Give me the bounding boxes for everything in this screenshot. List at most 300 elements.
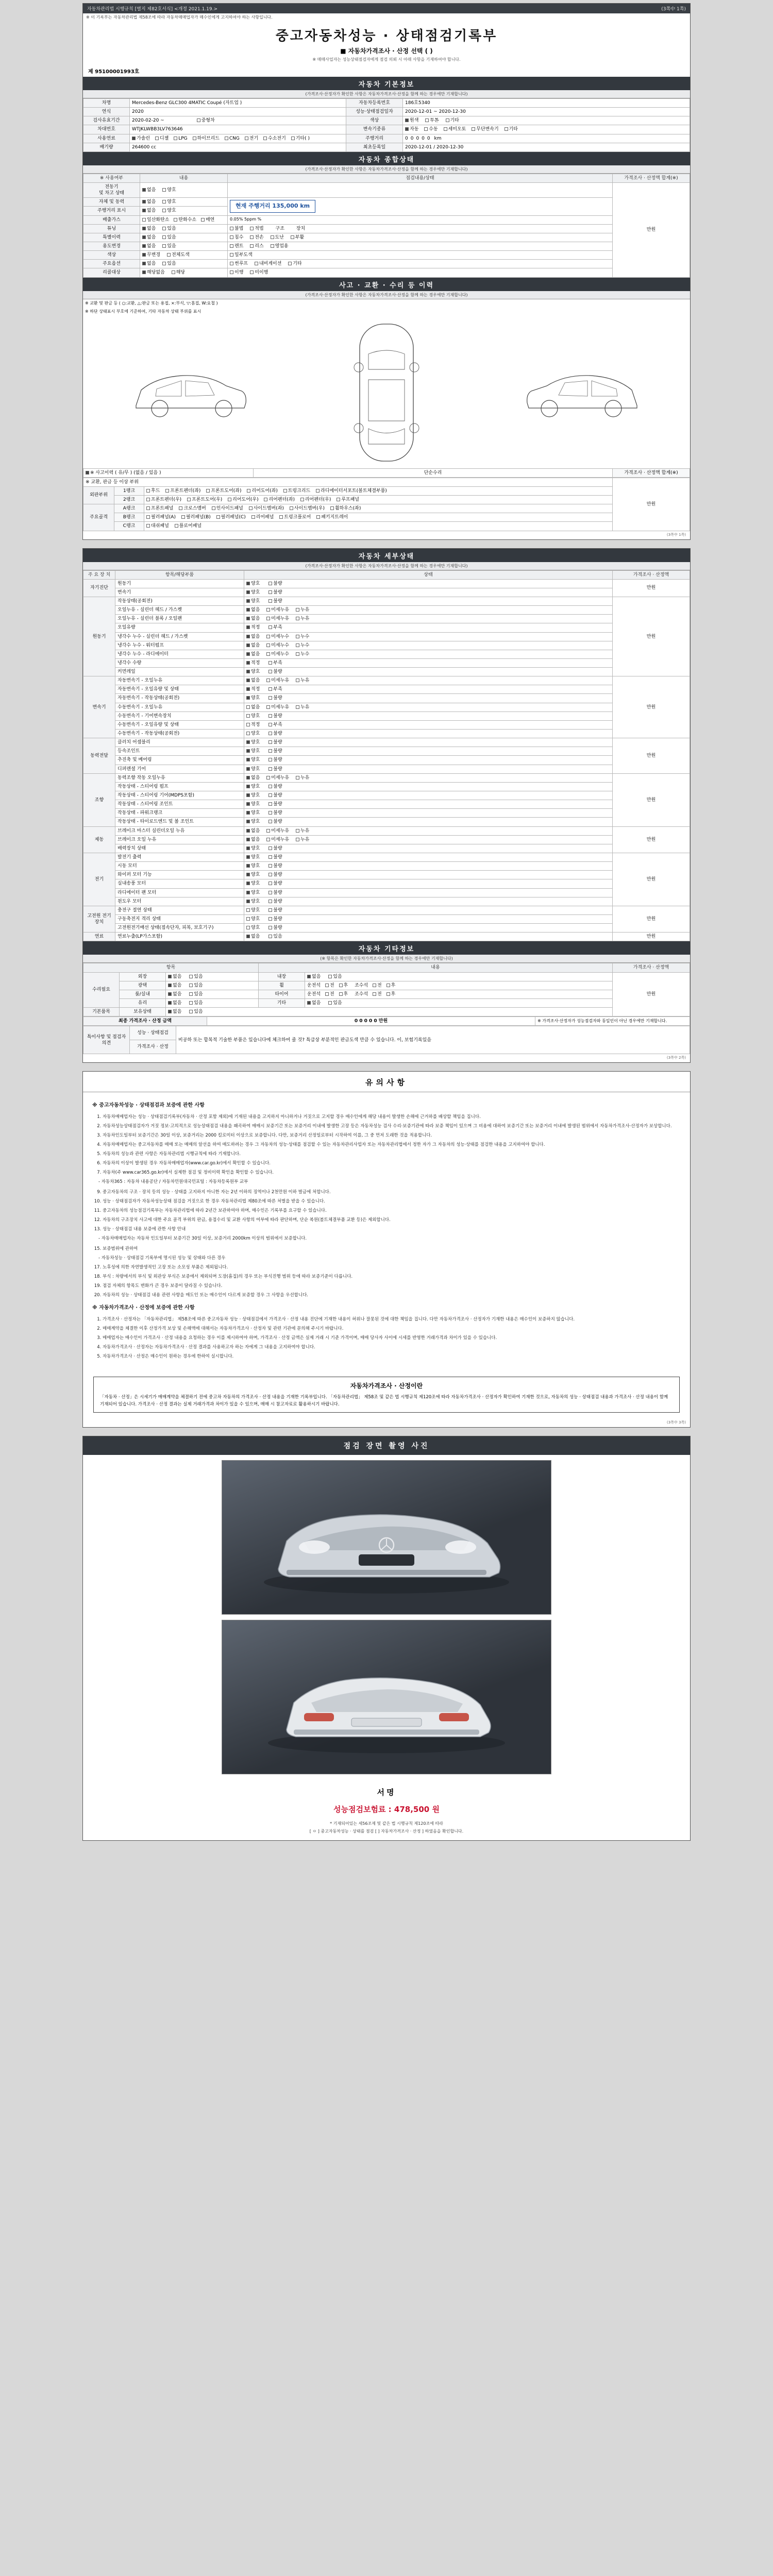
part-label: 수동변속기 - 작동상태(공회전) <box>115 730 244 738</box>
etc-opts2-3[interactable]: 없음 있음 <box>305 998 613 1007</box>
row-opts-7[interactable]: 무변경 전체도색 <box>140 251 228 260</box>
table-row <box>83 1008 690 1016</box>
section-etc-subheader: (※ 항목은 확인한 자동차가격조사·산정을 함께 하는 경우에만 기재합니다) <box>83 955 690 963</box>
part-options[interactable]: 양호 불량 <box>244 853 613 862</box>
notice-item: 20. 자동차의 성능 · 상태점검 내용 관련 사항을 매도인 또는 매수인이 다르게 보증할 경우 그 사항을 우선합니다. <box>103 1292 681 1299</box>
table-row <box>83 924 690 933</box>
part-label: 커먼레일 <box>115 668 244 676</box>
notice-item: 9. 중고자동차의 구조 · 장치 등의 성능 · 상태를 고지하지 아니한 자는 2년 이하의 징역이나 2천만원 이하 벌금에 처합니다. <box>103 1189 681 1196</box>
table-row <box>83 844 690 853</box>
label-plate: 자동차등록번호 <box>346 99 403 108</box>
etc-part2-2: 타이어 <box>259 990 305 998</box>
part-options[interactable]: 없음 미세누수 누수 <box>244 641 613 650</box>
row-label-8: 주요옵션 <box>83 260 140 268</box>
total-label: 최종 가격조사 · 산정 금액 <box>83 1017 207 1026</box>
table-row <box>83 116 690 125</box>
table-header-row <box>83 963 690 972</box>
group-engine: 원동기 <box>83 597 115 676</box>
special-label: 특이사항 및 점검자 의견 <box>83 1026 130 1054</box>
notice-item: 1. 가격조사 · 산정자는 「자동차관리법」 제58조에 따른 중고자동차 성능 · 상태점검에서 가격조사 · 산정 내용 진단에 기재한 내용이 허위나 잘못된 것에 대한 책임을 집니다. 다만 자동차가격조사 · 산정자가 기재한 내용은 매수인이 보증하지 않습니다. <box>103 1316 681 1323</box>
table-row <box>83 668 690 676</box>
etc-part2-1: 휠 <box>259 981 305 990</box>
sheet-1 <box>82 3 691 540</box>
table-row <box>83 478 690 486</box>
notice-item: 7. 자동차(주 www.car365.go.kr)에서 실제한 점검 및 정비이력 확인을 확인할 수 있습니다. <box>103 1169 681 1176</box>
car-top-diagram <box>340 318 433 467</box>
table-row <box>83 791 690 800</box>
table-row <box>83 747 690 756</box>
table-row <box>83 835 690 844</box>
accident-history-table <box>83 468 690 478</box>
part-options[interactable]: 양호 불량 <box>244 791 613 800</box>
part-options[interactable]: 적정 부족 <box>244 623 613 632</box>
table-row <box>83 615 690 623</box>
part-label: 작동상태 - 스티어링 조인트 <box>115 800 244 809</box>
part-options[interactable]: 양호 불량 <box>244 844 613 853</box>
notice-item: - 자동차매매업자는 자동차 인도일부터 보증기간 30일 이상, 보증거리 2000km 이상의 범위에서 보증합니다. <box>98 1236 307 1242</box>
label-mileage: 주행거리 <box>346 134 403 143</box>
part-options[interactable]: 양호 불량 <box>244 730 613 738</box>
part-options[interactable]: 없음 미세누유 누유 <box>244 676 613 685</box>
accident-legend-1: ※ 교환 및 판금 등 ( ○:교환, △:판금 또는 용접, ×:부식, ▽:흠집, W:요철 ) <box>85 300 218 306</box>
part-options[interactable]: 양호 불량 <box>244 915 613 924</box>
label-regdate: 최초등록일 <box>346 143 403 151</box>
table-row <box>83 990 690 998</box>
part-label: 자동변속기 - 오일누유 <box>115 676 244 685</box>
rank-c-items[interactable]: 대쉬패널 플로어패널 <box>144 522 613 531</box>
parts-table <box>83 478 690 531</box>
value-color[interactable]: 원색 투톤 기타 <box>403 116 690 125</box>
row-note-4[interactable]: 불법 적법 구조 장치 <box>228 224 613 233</box>
parts-group-outer: 외판부위 <box>83 486 114 504</box>
row-opts-6[interactable]: 없음 있음 <box>140 242 228 250</box>
table-row <box>83 862 690 871</box>
part-options[interactable]: 적정 부족 <box>244 720 613 729</box>
part-label: 작동상태(공회전) <box>115 597 244 605</box>
accident-legend-2: ※ 하단 상태표시 부호에 기준하여, 기타 자동차 상태 부위를 표시 <box>85 309 201 314</box>
part-options[interactable]: 없음 미세누유 누유 <box>244 703 613 711</box>
notice-item: 4. 자동차매매업자는 중고자동차를 매매 또는 매매의 알선을 하여 매도하려는 경우 그 자동차의 성능·상태를 점검할 수 있는 자동차관리사업자 또는 자동차관리법에서 정한 자가 그 자동차의 성능·상태를 점검한 내용을 고지하여야 합니다. <box>103 1141 681 1148</box>
notice-item: 4. 자동차가격조사 · 산정자는 자동차가격조사 · 산정 결과를 사용하고자 하는 자에게 그 내용을 고지하여야 합니다. <box>103 1344 681 1351</box>
part-label: 충전구 절연 상태 <box>115 906 244 914</box>
row-opts-2[interactable]: 없음 양호 <box>140 207 228 215</box>
notice-item: 3. 자동차인도일부터 보증기간은 30일 이상, 보증거리는 2000 킬로미터 이상으로 보증합니다. 다만, 보증거리 산정일로부터 시작하여 이를, 그 중 먼저 도래한 것을 적용합니다. <box>103 1132 681 1139</box>
table-row <box>83 486 690 495</box>
part-options[interactable]: 양호 불량 <box>244 579 613 588</box>
table-row <box>83 730 690 738</box>
notice-section-0-heading: ※ 중고자동차성능 · 상태점검과 보증에 관한 사항 <box>92 1103 205 1109</box>
part-label: 시동 모터 <box>115 862 244 871</box>
rank-1-items[interactable]: 후드 프론트펜더(좌) 프론트도어(좌) 리어도어(좌) 트렁크리드 라디에이터서포트(볼트체결부품) <box>144 486 613 495</box>
part-label: 동력조향 작동 오일누유 <box>115 773 244 782</box>
part-options[interactable]: 양호 불량 <box>244 756 613 765</box>
guarantee-box <box>93 1377 680 1413</box>
table-row <box>83 579 690 588</box>
notice-item: 13. 성능 · 상태점검 내용 보증에 관한 사항 안내 <box>103 1226 681 1233</box>
part-label: 실내송풍 모터 <box>115 879 244 888</box>
value-car-name: Mercedes-Benz GLC300 4MATIC Coupé (자트업 ) <box>130 99 346 108</box>
etc-opts-1[interactable]: 없음 있음 <box>166 981 259 990</box>
table-row <box>83 588 690 597</box>
table-row <box>83 632 690 641</box>
sheet-1-footer: (3쪽中 1쪽) <box>666 532 686 537</box>
part-options[interactable]: 양호 불량 <box>244 871 613 879</box>
value-insp-period: 2020-02-20 ~ 중형차 <box>130 116 346 125</box>
col-content: 내용 <box>140 174 228 182</box>
label-car-name: 차명 <box>83 99 130 108</box>
table-row <box>83 468 690 477</box>
row-note-6[interactable]: 렌트 리스 영업용 <box>228 242 613 250</box>
col-detail-price: 가격조사 · 산정액 <box>613 570 690 579</box>
table-row <box>83 125 690 134</box>
row-label-2: 주행거리 표시 <box>83 207 140 215</box>
group-price: 만원 <box>613 597 690 676</box>
col-price: 가격조사 · 산정액 합계(※) <box>613 174 690 182</box>
accident-state-cell: 단순수리 <box>254 468 613 477</box>
notice-item: 19. 점검 자체의 항목도 변화가 큰 경우 보증이 달라질 수 있습니다. <box>103 1282 681 1290</box>
part-label: 변속기 <box>115 588 244 597</box>
table-header-row <box>83 570 690 579</box>
total-note: ※ 가격조사·산정자가 성능점검자와 동일인이 아닌 경우에만 기재합니다. <box>535 1017 690 1026</box>
row-note-8[interactable]: 썬루프 내비게이션 기타 <box>228 260 613 268</box>
table-row <box>83 268 690 277</box>
sheet-2-footer: (3쪽中 2쪽) <box>666 1056 686 1060</box>
signature-foot-2: [ ㅇ ] 중고자동차성능 · 상태를 점검 [ ] 자동차가격조사 · 산정 ] 하였음을 확인합니다. <box>309 1829 464 1834</box>
part-options[interactable]: 없음 미세누유 누유 <box>244 615 613 623</box>
part-label: 배력장치 상태 <box>115 844 244 853</box>
col-etc-price: 가격조사 · 산정액 <box>613 963 690 972</box>
col-state: 점검내용/상태 <box>228 174 613 182</box>
part-options[interactable]: 양호 불량 <box>244 897 613 906</box>
part-label: 냉각수 수량 <box>115 658 244 667</box>
table-row <box>83 1026 690 1040</box>
notice-item: 5. 자동차의 성능과 관련 사항은 자동차관리법 시행규칙에 따라 기재합니다. <box>103 1150 681 1158</box>
row-label-3: 배출가스 <box>83 215 140 224</box>
etc-opts-4[interactable]: 없음 있음 <box>166 1008 613 1016</box>
part-options[interactable]: 양호 불량 <box>244 597 613 605</box>
part-options[interactable]: 없음 미세누유 누유 <box>244 826 613 835</box>
row-opts-1[interactable]: 없음 양호 <box>140 198 228 207</box>
part-label: 고전원전기배선 상태(접속단자, 피복, 보호기구) <box>115 924 244 933</box>
guarantee-text: 「자동차 · 산정」은 시세기가 매매계약을 체결하기 전에 중고차 자동차의 가격조사 · 산정 내용을 기재한 기록부입니다. 「자동차관리법」 제58조 및 같은 법 시행규칙 제120조에 따라 자동차가격조사 · 산정자가 확인하여 기재한 것으로, 자동차의 성능 · 상태점검 내용과 가격조사 · 산정 내용이 함께 기재되어 있습니다. 가격조사 · 산정 결과는 실제 거래가격과 차이가 있을 수 있으며, 매매 시 참고자료로 활용하시기 바랍니다. <box>100 1394 668 1407</box>
etc-opts2-0[interactable]: 없음 있음 <box>305 972 613 981</box>
section-detail-subheader: (가격조사·산정자가 확인한 사항은 자동차가격조사·산정을 함께 하는 경우에만 기재합니다) <box>83 562 690 570</box>
row-note-1: 현재 주행거리 135,000 km <box>228 198 613 215</box>
value-displacement: 264600 cc <box>130 143 346 151</box>
row-opts-0[interactable]: 없음 양호 <box>140 182 228 197</box>
part-options[interactable]: 양호 불량 <box>244 747 613 756</box>
etc-part-1: 광택 <box>120 981 166 990</box>
etc-group-repair: 수리필요 <box>83 972 120 1008</box>
group-transmission: 변속기 <box>83 676 115 738</box>
value-year: 2020 <box>130 108 346 116</box>
value-fuel[interactable]: 가솔린 디젤 LPG 하이브리드 CNG 전기 수소전기 기타( ) <box>130 134 346 143</box>
row-opts-8[interactable]: 없음 있음 <box>140 260 228 268</box>
table-row <box>83 623 690 632</box>
table-row <box>83 871 690 879</box>
part-label: 작동상태 - 스티어링 기어(MDPS포함) <box>115 791 244 800</box>
accident-history-row[interactable]: ※ 사고이력 ( 유/무 ) (없음 / 있음 ) <box>83 468 254 477</box>
part-label: 작동상태 - 스티어링 펌프 <box>115 782 244 791</box>
etc-opts2-1[interactable]: 운전석 전 후 조수석 전 후 <box>305 981 613 990</box>
part-options[interactable]: 양호 불량 <box>244 906 613 914</box>
total-price-table <box>83 1016 690 1026</box>
table-row <box>83 215 690 224</box>
row-opts-3[interactable]: 일산화탄소 탄화수소 매연 <box>140 215 228 224</box>
part-label: 브레이크 오일 누유 <box>115 835 244 844</box>
row-label-9: 리콜대상 <box>83 268 140 277</box>
row-label-4: 튜닝 <box>83 224 140 233</box>
group-price: 만원 <box>613 579 690 597</box>
section-basic-subheader: (가격조사·산정자가 확인한 사항은 자동차가격조사·산정을 함께 하는 경우에만 기재합니다) <box>83 90 690 98</box>
accident-price-header: 가격조사 · 산정액 합계(※) <box>613 468 690 477</box>
table-row <box>83 773 690 782</box>
basic-info-table <box>83 98 690 152</box>
rank-2-items[interactable]: 프론트펜더(우) 프론트도어(우) 리어도어(우) 리어펜더(좌) 리어펜더(우) 루프패널 <box>144 495 613 504</box>
parts-header: ※ 교환, 판금 등 이상 부위 <box>83 478 613 486</box>
overall-price: 만원 <box>613 182 690 277</box>
col-etc-item: 항목 <box>83 963 259 972</box>
value-plate: 186호5340 <box>403 99 690 108</box>
notice-item: 12. 자동차의 구조장치 사고에 대한 주요 골격 부위의 판금, 용접수리 및 교환 사항의 여부에 따라 판단하며, 단순 복원(볼트체결부품 교환 등)은 제외합니다. <box>103 1216 681 1224</box>
section-overall-subheader: (가격조사·산정자가 확인한 사항은 자동차가격조사·산정을 함께 하는 경우에만 기재합니다) <box>83 165 690 174</box>
part-options[interactable]: 양호 불량 <box>244 879 613 888</box>
part-options[interactable]: 없음 미세누수 누수 <box>244 650 613 658</box>
table-row <box>83 906 690 914</box>
table-row <box>83 981 690 990</box>
row-note-0 <box>228 182 613 197</box>
part-options[interactable]: 적정 부족 <box>244 685 613 694</box>
table-row <box>83 703 690 711</box>
document-number: 제 95100001993호 <box>88 69 140 75</box>
part-options[interactable]: 없음 미세누유 누유 <box>244 606 613 615</box>
part-label: 라디에이터 팬 모터 <box>115 888 244 897</box>
guarantee-title: 자동차가격조사 · 산정이란 <box>350 1382 423 1389</box>
table-row <box>83 694 690 703</box>
notice-item: - 자동차성능 · 상태점검 기록부에 명시된 성능 및 상태와 다른 경우 <box>98 1256 226 1261</box>
group-price: 만원 <box>613 933 690 941</box>
label-displacement: 배기량 <box>83 143 130 151</box>
part-options[interactable]: 없음 미세누유 누유 <box>244 835 613 844</box>
notice-section-2-list <box>92 1245 681 1299</box>
value-trans[interactable]: 자동 수동 세미오토 무단변속기 기타 <box>403 125 690 134</box>
etc-part-0: 외장 <box>120 972 166 981</box>
part-options[interactable]: 양호 불량 <box>244 924 613 933</box>
notice-section-3-heading: ※ 자동차가격조사 · 산정에 보증에 관한 사항 <box>92 1305 195 1311</box>
section-accident-header: 사고 · 교환 · 수리 등 이력 <box>83 278 690 291</box>
front-lift-photo <box>222 1460 551 1615</box>
table-row <box>83 998 690 1007</box>
part-label: 원동기 <box>115 579 244 588</box>
table-row <box>83 99 690 108</box>
etc-table <box>83 963 690 1016</box>
etc-part-2: 룸/실내 <box>120 990 166 998</box>
part-options[interactable]: 없음 있음 <box>244 933 613 941</box>
notice-item: 1. 자동차매매업자는 성능 · 상태점검기록부(자동차 · 산정 포함 제외)에 기재된 내용을 고지하지 아니하거나 거짓으로 고지할 경우 매수인에게 해당 내용이 발생한 손해에 근거하를 배상할 책임을 집니다. <box>103 1113 681 1121</box>
part-label: 구동축전지 격리 상태 <box>115 915 244 924</box>
etc-part2-0: 내장 <box>259 972 305 981</box>
table-row <box>83 818 690 826</box>
table-row <box>83 720 690 729</box>
table-row <box>83 495 690 504</box>
notice-body <box>83 1092 690 1370</box>
notice-item: - 자동차365 : 자동차 내용공단 / 자동차민원대국민포털 : 자동차등록원부 교부 <box>98 1179 248 1185</box>
part-options[interactable]: 양호 불량 <box>244 818 613 826</box>
group-price: 만원 <box>613 676 690 738</box>
notice-item: 2. 매매계약을 체결한 이후 산정가격 보상 및 손해액에 대해서는 자동차가격조사 · 산정자 및 관련 기관에 문의해 주시기 바랍니다. <box>103 1325 681 1332</box>
car-type-options[interactable]: 중형차 <box>197 118 215 123</box>
section-etc-header: 자동차 기타정보 <box>83 941 690 955</box>
rank-a-items[interactable]: 프론트패널 크로스멤버 인사이드패널 사이드멤버(좌) 사이드멤버(우) 휠하우스(좌) <box>144 504 613 513</box>
row-opts-5[interactable]: 없음 있음 <box>140 233 228 242</box>
label-color: 색상 <box>346 116 403 125</box>
notice-item: 15. 보증범위에 관하여 <box>103 1245 681 1252</box>
table-row <box>83 972 690 981</box>
table-row <box>83 504 690 513</box>
row-note-3: 0.05% 5ppm % <box>228 215 613 224</box>
value-regdate: 2020-12-01 / 2020-12-30 <box>403 143 690 151</box>
part-options[interactable]: 양호 불량 <box>244 782 613 791</box>
part-label: 발전기 출력 <box>115 853 244 862</box>
sheet-3 <box>82 1071 691 1428</box>
part-options[interactable]: 양호 불량 <box>244 862 613 871</box>
etc-opts-0[interactable]: 없음 있음 <box>166 972 259 981</box>
etc-part-4: 보유상태 <box>120 1008 166 1016</box>
part-options[interactable]: 양호 불량 <box>244 800 613 809</box>
row-label-7: 색상 <box>83 251 140 260</box>
rank-b-items[interactable]: 필러패널(A) 필러패널(B) 필러패널(C) 리어패널 트렁크플로어 패키지트레이 <box>144 513 613 522</box>
row-label-0: 전동기 및 차고 상태 <box>83 182 140 197</box>
table-row <box>83 809 690 818</box>
group-fuel: 연료 <box>83 933 115 941</box>
etc-opts-2[interactable]: 없음 있음 <box>166 990 259 998</box>
row-note-9[interactable]: 이행 미이행 <box>228 268 613 277</box>
notice-section-1-list <box>92 1189 681 1242</box>
table-row <box>83 685 690 694</box>
table-row <box>83 676 690 685</box>
group-electric: 전기 <box>83 853 115 906</box>
row-note-7[interactable]: 일부도색 <box>228 251 613 260</box>
part-options[interactable]: 양호 불량 <box>244 738 613 747</box>
page-subtitle-note: ※ 매매사업자는 성능상태점검자에게 점검 의뢰 시 아래 사항을 기재하여야 합니다. <box>312 57 461 62</box>
col-major-device: 주 요 장 치 <box>83 570 115 579</box>
table-row <box>83 933 690 941</box>
group-hv-electric: 고전원 전기장치 <box>83 906 115 932</box>
part-options[interactable]: 없음 미세누유 누유 <box>244 773 613 782</box>
table-row <box>83 800 690 809</box>
photos-band: 점검 장면 촬영 사진 <box>83 1436 690 1455</box>
part-label: 오일유량 <box>115 623 244 632</box>
section-basic-header: 자동차 기본정보 <box>83 77 690 90</box>
etc-part2-3: 기타 <box>259 998 305 1007</box>
table-row <box>83 108 690 116</box>
row-opts-9[interactable]: 해당없음 해당 <box>140 268 228 277</box>
etc-opts2-2[interactable]: 운전석 전 후 조수석 전 후 <box>305 990 613 998</box>
part-label: 자동변속기 - 오일유량 및 상태 <box>115 685 244 694</box>
car-side-right-diagram <box>518 354 647 431</box>
table-row <box>83 888 690 897</box>
fee-value: 478,500 원 <box>394 1805 440 1815</box>
rank-1: 1랭크 <box>114 486 144 495</box>
sheet-4 <box>82 1436 691 1841</box>
notice-section-3-list <box>92 1316 681 1360</box>
part-label: 수동변속기 - 오일유량 및 상태 <box>115 720 244 729</box>
group-steering: 조향 <box>83 773 115 826</box>
section-detail-header: 자동차 세부상태 <box>83 549 690 562</box>
part-options[interactable]: 양호 불량 <box>244 809 613 818</box>
part-options[interactable]: 양호 불량 <box>244 711 613 720</box>
group-price: 만원 <box>613 853 690 906</box>
row-opts-4[interactable]: 없음 있음 <box>140 224 228 233</box>
value-insp-date: 2020-12-01 ~ 2020-12-30 <box>403 108 690 116</box>
row-label-5: 특별이력 <box>83 233 140 242</box>
detail-status-table <box>83 570 690 942</box>
special-note-table <box>83 1026 690 1054</box>
signature-foot-1: * 기재되어있는 세56조제 및 같은 법 시행규칙 제120조에 따라 <box>330 1821 443 1826</box>
etc-group-basic: 기본품목 <box>83 1008 120 1016</box>
part-label: 냉각수 누수 - 워터펌프 <box>115 641 244 650</box>
table-row <box>83 756 690 765</box>
notice-item: 17. 노후성에 의한 자연발생적인 고장 또는 소모성 부품은 제외됩니다. <box>103 1264 681 1271</box>
part-label: 냉각수 누수 - 실린더 헤드 / 가스켓 <box>115 632 244 641</box>
col-usage: ※ 사용여부 <box>83 174 140 182</box>
part-options[interactable]: 양호 불량 <box>244 668 613 676</box>
group-brake: 제동 <box>83 826 115 853</box>
table-row <box>83 641 690 650</box>
part-options[interactable]: 없음 미세누수 누수 <box>244 632 613 641</box>
part-options[interactable]: 적정 부족 <box>244 658 613 667</box>
table-row <box>83 233 690 242</box>
part-label: 오일누유 - 실린더 헤드 / 가스켓 <box>115 606 244 615</box>
table-header-row <box>83 174 690 182</box>
special-sub-2: 가격조사 · 산정 <box>130 1040 176 1054</box>
page-subtitle: ■ 자동차가격조사 · 산정 선택 ( ) <box>340 47 433 55</box>
table-row <box>83 650 690 658</box>
doc-note: ※ 이 기록부는 자동차관리법 제58조에 따라 자동차매매업자가 매수인에게 고지하여야 하는 사항입니다. <box>86 15 273 20</box>
label-vin: 차대번호 <box>83 125 130 134</box>
col-etc-content: 내용 <box>259 963 613 972</box>
row-label-1: 자체 및 동력 <box>83 198 140 207</box>
table-row <box>83 738 690 747</box>
table-row <box>83 879 690 888</box>
table-row <box>83 765 690 773</box>
part-label: 등속조인트 <box>115 747 244 756</box>
table-row <box>83 242 690 250</box>
table-row <box>83 182 690 197</box>
section-overall-header: 자동차 종합상태 <box>83 152 690 165</box>
value-mileage: 00000 km <box>403 134 690 143</box>
label-year: 연식 <box>83 108 130 116</box>
form-code: 자동차관리법 시행규칙 [별지 제82호서식] <개정 2021.1.19.> <box>87 7 218 12</box>
etc-opts-3[interactable]: 없음 있음 <box>166 998 259 1007</box>
part-label: 수동변속기 - 오일누유 <box>115 703 244 711</box>
table-row <box>83 853 690 862</box>
notice-section-0-list <box>92 1113 681 1185</box>
part-options[interactable]: 양호 불량 <box>244 765 613 773</box>
part-options[interactable]: 양호 불량 <box>244 588 613 597</box>
part-label: 작동상태 - 파워크랭크 <box>115 809 244 818</box>
label-trans: 변속기종류 <box>346 125 403 134</box>
table-row <box>83 513 690 522</box>
row-note-5[interactable]: 침수 전손 도난 부활 <box>228 233 613 242</box>
part-options[interactable]: 양호 불량 <box>244 694 613 703</box>
table-row <box>83 224 690 233</box>
table-row <box>83 826 690 835</box>
part-options[interactable]: 양호 불량 <box>244 888 613 897</box>
etc-part-3: 유리 <box>120 998 166 1007</box>
group-self-diagnosis: 자기진단 <box>83 579 115 597</box>
rank-c: C랭크 <box>114 522 144 531</box>
